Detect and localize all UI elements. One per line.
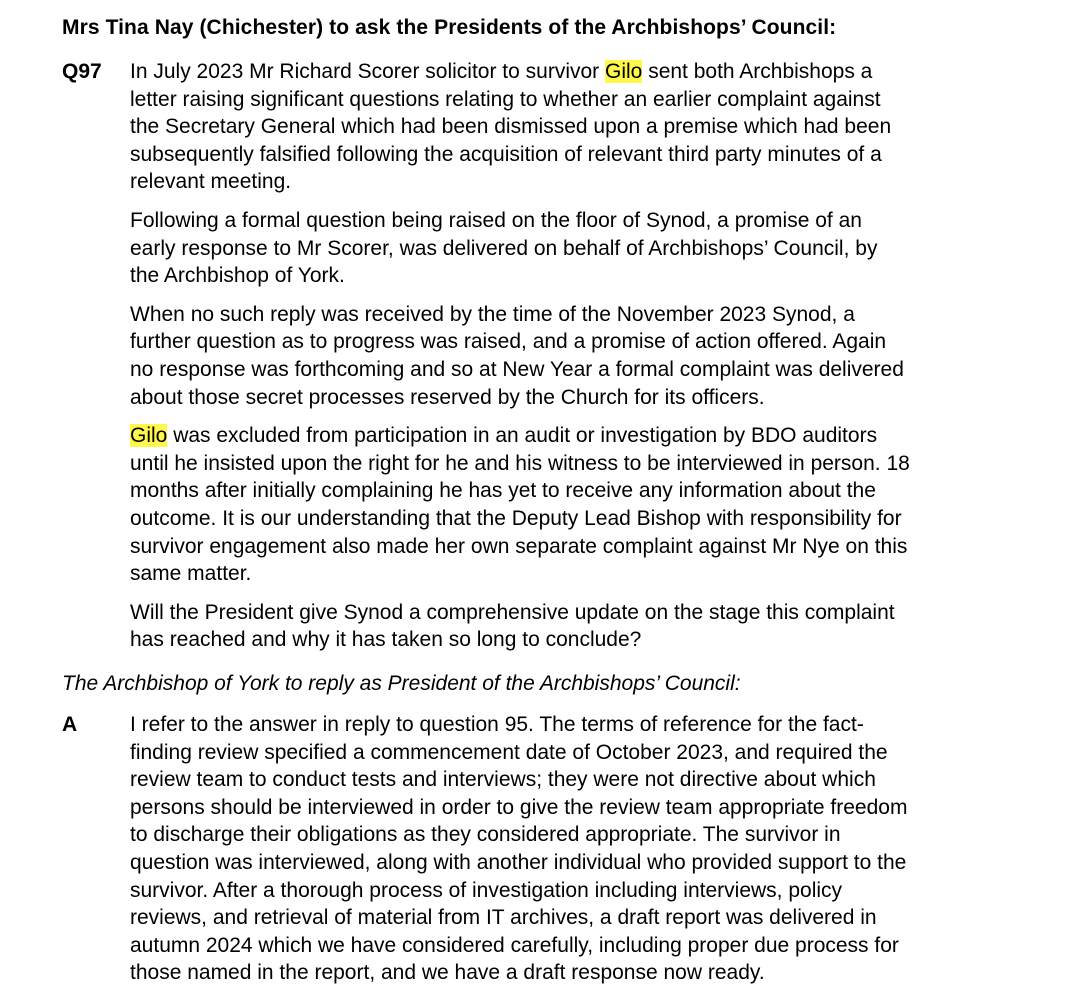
text-line: finding review specified a commencement date of October 2023, and required the <box>130 740 888 764</box>
question-heading: Mrs Tina Nay (Chichester) to ask the Presidents of the Archbishops’ Council: <box>62 16 837 39</box>
highlighted-name: Gilo <box>605 60 643 83</box>
text-span: was excluded from participation in an audit or investigation by BDO auditors <box>167 424 878 448</box>
text-line: Following a formal question being raised on the floor of Synod, a promise of an <box>130 208 862 232</box>
text-line: persons should be interviewed in order to give the review team appropriate freedom <box>130 795 908 819</box>
answer-body <box>130 711 1060 998</box>
text-line: same matter. <box>130 562 252 586</box>
text-line: When no such reply was received by the time of the November 2023 Synod, a <box>130 302 855 326</box>
text-line <box>130 422 1060 450</box>
highlighted-name: Gilo <box>130 424 168 448</box>
text-line: letter raising significant questions relating to whether an earlier complaint against <box>130 87 881 111</box>
text-span: In July 2023 Mr Richard Scorer solicitor to survivor <box>130 60 605 83</box>
text-line: Will the President give Synod a comprehensive update on the stage this complaint <box>130 600 895 624</box>
answer-label: A <box>62 713 78 736</box>
text-line: the Archbishop of York. <box>130 264 345 288</box>
text-line: no response was forthcoming and so at New Year a formal complaint was delivered <box>130 357 904 381</box>
text-line: months after initially complaining he has yet to receive any information about the <box>130 479 876 503</box>
text-line: review team to conduct tests and interviews; they were not directive about which <box>130 768 876 792</box>
text-line: I refer to the answer in reply to question 95. The terms of reference for the fact- <box>130 713 864 736</box>
text-line: subsequently falsified following the acquisition of relevant third party minutes of a <box>130 142 882 166</box>
reply-intro: The Archbishop of York to reply as President of the Archbishops’ Council: <box>62 672 741 695</box>
question-number: Q97 <box>62 60 102 83</box>
text-line: the Secretary General which had been dismissed upon a premise which had been <box>130 115 892 139</box>
text-line: until he insisted upon the right for he and his witness to be interviewed in person. 18 <box>130 451 910 475</box>
question-paragraph-3 <box>130 301 1060 411</box>
answer-paragraph <box>130 711 1060 987</box>
text-line: survivor. After a thorough process of investigation including interviews, policy <box>130 878 843 902</box>
text-line: question was interviewed, along with another individual who provided support to the <box>130 850 907 874</box>
question-paragraph-1 <box>130 58 1060 196</box>
text-line: autumn 2024 which we have considered carefully, including proper due process for <box>130 933 899 957</box>
text-line: relevant meeting. <box>130 170 292 194</box>
question-paragraph-2 <box>130 207 1060 290</box>
question-body <box>130 58 1060 665</box>
text-line: outcome. It is our understanding that the Deputy Lead Bishop with responsibility for <box>130 506 902 530</box>
text-line: about those secret processes reserved by the Church for its officers. <box>130 385 765 409</box>
text-line: survivor engagement also made her own separate complaint against Mr Nye on this <box>130 534 908 558</box>
text-line: reviews, and retrieval of material from IT archives, a draft report was delivered in <box>130 906 877 930</box>
text-line <box>130 58 1060 86</box>
text-line: those named in the report, and we have a draft response now ready. <box>130 961 765 985</box>
text-line: early response to Mr Scorer, was delivered on behalf of Archbishops’ Council, by <box>130 236 878 260</box>
text-line: to discharge their obligations as they considered appropriate. The survivor in <box>130 823 841 847</box>
question-paragraph-4 <box>130 422 1060 588</box>
question-paragraph-5 <box>130 599 1060 654</box>
text-line: further question as to progress was raised, and a promise of action offered. Again <box>130 330 887 354</box>
text-line: has reached and why it has taken so long to conclude? <box>130 628 642 652</box>
text-span: sent both Archbishops a <box>642 60 873 83</box>
